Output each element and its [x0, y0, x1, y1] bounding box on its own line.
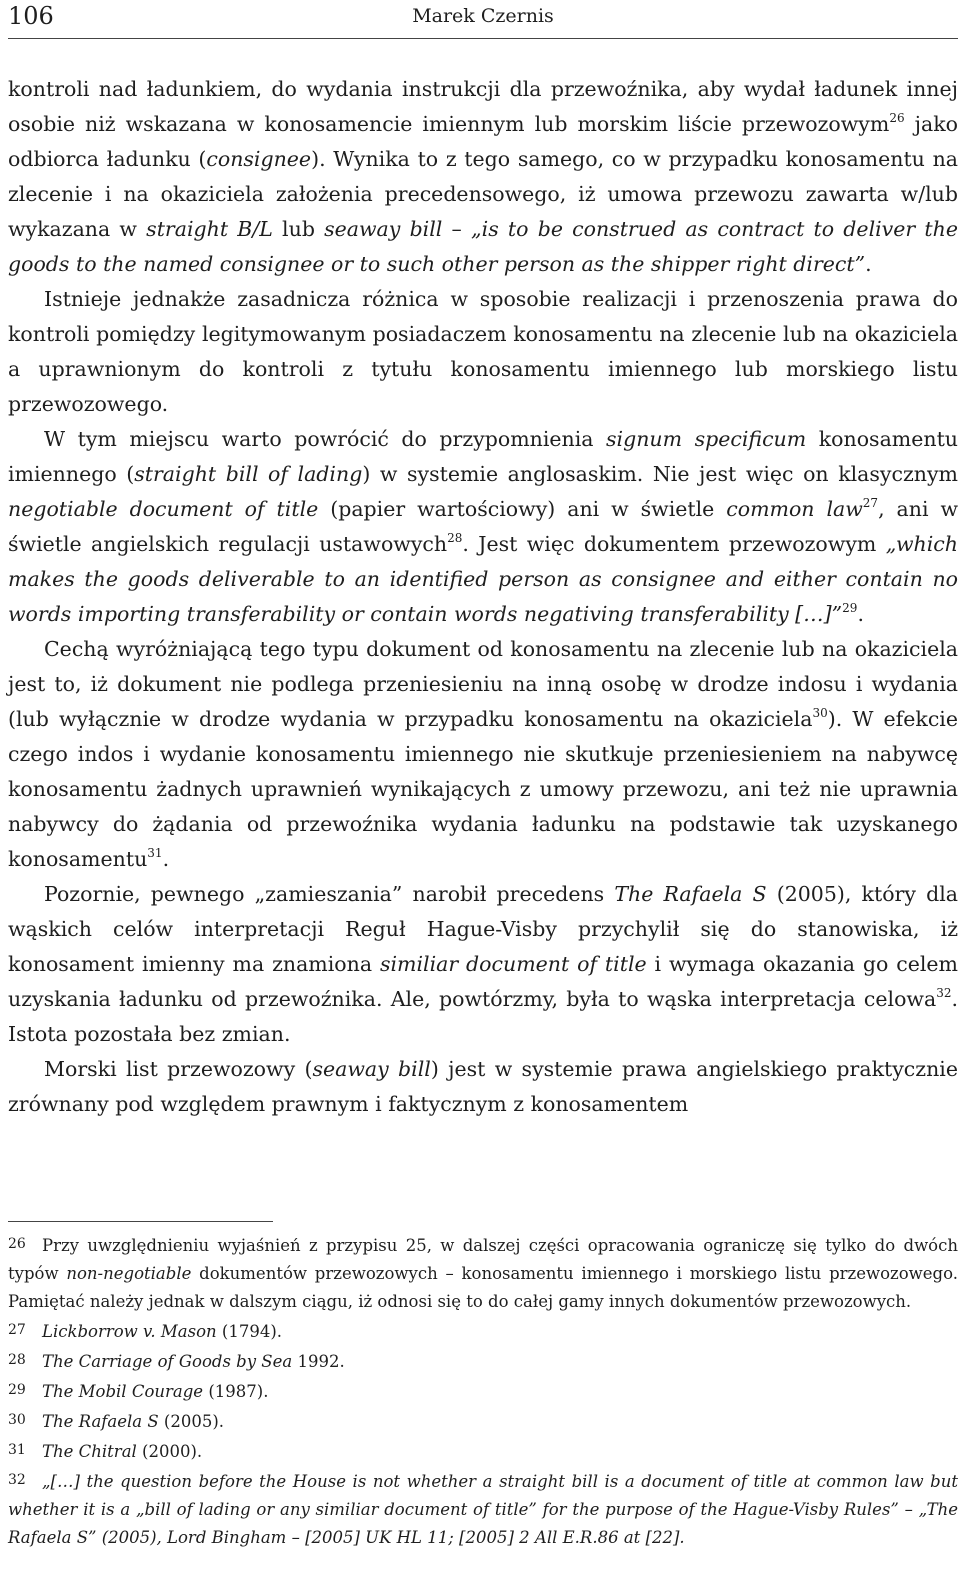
footnote-number: 28	[8, 1352, 26, 1368]
text-run: konosamentu imiennego (	[8, 427, 959, 486]
text-run: (1987).	[203, 1382, 269, 1401]
footnote-number: 27	[8, 1322, 26, 1338]
italic-run: The Chitral	[42, 1442, 137, 1461]
text-run: Cechą wyróżniającą tego typu dokument od konosamentu na zlecenie lub na okaziciela jest to, iż dokument nie podlega przeniesieniu na inną osobę w drodze indosu i wydania (lub wyłącznie w drodze wydania w przypadku konosamentu na okaziciela	[8, 637, 958, 731]
text-run: .	[865, 252, 872, 276]
italic-run: Lickborrow v. Mason	[42, 1322, 217, 1341]
footnote-number: 31	[8, 1442, 26, 1458]
italic-run: The Carriage of Goods by Sea	[42, 1352, 293, 1371]
footnote-ref: 29	[842, 601, 858, 615]
text-run: .	[857, 602, 864, 626]
text-run: 1992.	[292, 1352, 345, 1371]
italic-run: seaway bill	[324, 217, 443, 241]
footnotes	[8, 1230, 958, 1552]
text-run: (2005), który dla wąskich celów interpretacji Reguł Hague-Visby przychylił się do stanowiska, iż konosament imienny ma znamiona	[8, 882, 958, 976]
footnote-ref: 26	[889, 111, 905, 125]
italic-run: The Rafaela S	[42, 1412, 159, 1431]
text-run: –	[442, 217, 472, 241]
paragraph	[8, 282, 958, 422]
footnote	[8, 1466, 958, 1552]
text-run: jako odbiorca ładunku (	[8, 112, 958, 171]
document-page	[8, 0, 959, 1547]
text-run: (2005).	[158, 1412, 225, 1431]
italic-run: consignee	[206, 147, 312, 171]
footnote-number: 32	[8, 1472, 26, 1488]
footnote	[8, 1406, 958, 1436]
paragraph	[8, 632, 958, 877]
paragraph	[8, 422, 958, 632]
text-run: . Istota pozostała bez zmian.	[8, 987, 958, 1046]
footnote	[8, 1376, 958, 1406]
body-text	[8, 72, 958, 1122]
italic-run: seaway bill	[312, 1057, 431, 1081]
italic-run: „which makes the goods deliverable to an identified person as consignee and either contain no words importing transferability or contain words negativing transferability […]”	[8, 532, 958, 626]
italic-run: „[…] the question before the House is not whether a straight bill is a document of title at common law but whether it is a „bill of lading or any similiar document of title” for the purpose of the Hague-Visby Rules” – „The Rafaela S” (2005), Lord Bingham – [2005] UK HL 11; [2005] 2 All E.R.86 at [22].	[8, 1472, 958, 1547]
text-run: W tym miejscu warto powrócić do przypomnienia	[44, 427, 607, 451]
footnote-separator	[8, 1221, 273, 1222]
text-run: ) w systemie anglosaskim. Nie jest więc on klasycznym	[362, 462, 958, 486]
text-run: Morski list przewozowy (	[44, 1057, 313, 1081]
footnote-number: 29	[8, 1382, 26, 1398]
text-run: Pozornie, pewnego „zamieszania” narobił precedens	[44, 882, 615, 906]
footnote-ref: 27	[862, 496, 879, 510]
paragraph	[8, 1052, 958, 1122]
running-header	[8, 0, 958, 39]
footnote	[8, 1316, 958, 1346]
footnote-ref: 31	[147, 846, 163, 860]
italic-run: non-negotiable	[66, 1264, 192, 1283]
footnote-ref: 30	[812, 706, 828, 720]
running-author: Marek Czernis	[412, 5, 554, 27]
text-run: ). W efekcie czego indos i wydanie konosamentu imiennego nie skutkuje przeniesieniem na nabywcę konosamentu żadnych uprawnień wynikających z umowy przewozu, ani też nie uprawnia nabywcy do żądania od przewoźnika wydania ładunku na podstawie tak uzyskanego konosamentu	[8, 707, 958, 871]
footnote	[8, 1230, 958, 1316]
italic-run: The Mobil Courage	[42, 1382, 204, 1401]
text-run: , ani w świetle angielskich regulacji ustawowych	[8, 497, 958, 556]
italic-run: straight bill of lading	[134, 462, 363, 486]
italic-run: similiar document of title	[379, 952, 647, 976]
paragraph	[8, 72, 958, 282]
footnote-ref: 28	[447, 531, 463, 545]
text-run: .	[162, 847, 170, 871]
text-run: . Jest więc dokumentem przewozowym	[462, 532, 886, 556]
footnote-number: 26	[8, 1236, 26, 1252]
italic-run: straight B/L	[146, 217, 273, 241]
text-run: Istnieje jednakże zasadnicza różnica w sposobie realizacji i przenoszenia prawa do kontroli pomiędzy legitymowanym posiadaczem konosamentu na zlecenie lub na okaziciela a uprawnionym do kontroli z tytułu konosamentu imiennego lub morskiego listu przewozowego.	[8, 287, 958, 416]
footnote-number: 30	[8, 1412, 26, 1428]
text-run: dokumentów przewozowych – konosamentu imiennego i morskiego listu przewozowego. Pamiętać należy jednak w dalszym ciągu, iż odnosi się to do całej gamy innych dokumentów przewozowych.	[8, 1264, 959, 1311]
italic-run: „is to be construed as contract to deliver the goods to the named consignee or to such other person as the shipper right direct”	[8, 217, 958, 276]
italic-run: common law	[726, 497, 863, 521]
footnote	[8, 1346, 958, 1376]
text-run: kontroli nad ładunkiem, do wydania instrukcji dla przewoźnika, aby wydał ładunek innej osobie niż wskazana w konosamencie imiennym lub morskim liście przewozowym	[8, 77, 958, 136]
italic-run: negotiable document of title	[8, 497, 319, 521]
page-number: 106	[8, 2, 54, 30]
text-run: ). Wynika to z tego samego, co w przypadku konosamentu na zlecenie i na okaziciela założenia precedensowego, iż umowa przewozu zawarta w/lub wykazana w	[8, 147, 958, 241]
text-run: Przy uwzględnieniu wyjaśnień z przypisu 25, w dalszej części opracowania ograniczę się tylko do dwóch typów	[8, 1236, 958, 1283]
text-run: i wymaga okazania go celem uzyskania ładunku od przewoźnika. Ale, powtórzmy, była to wąska interpretacja celowa	[8, 952, 958, 1011]
text-run: (1794).	[216, 1322, 283, 1341]
footnote	[8, 1436, 958, 1466]
italic-run: signum specificum	[606, 427, 807, 451]
footnote-ref: 32	[936, 986, 952, 1000]
text-run: (papier wartościowy) ani w świetle	[318, 497, 727, 521]
text-run: lub	[272, 217, 325, 241]
paragraph	[8, 877, 958, 1052]
text-run: (2000).	[136, 1442, 203, 1461]
italic-run: The Rafaela S	[614, 882, 767, 906]
text-run: ) jest w systemie prawa angielskiego praktycznie zrównany pod względem prawnym i faktycznym z konosamentem	[8, 1057, 958, 1116]
